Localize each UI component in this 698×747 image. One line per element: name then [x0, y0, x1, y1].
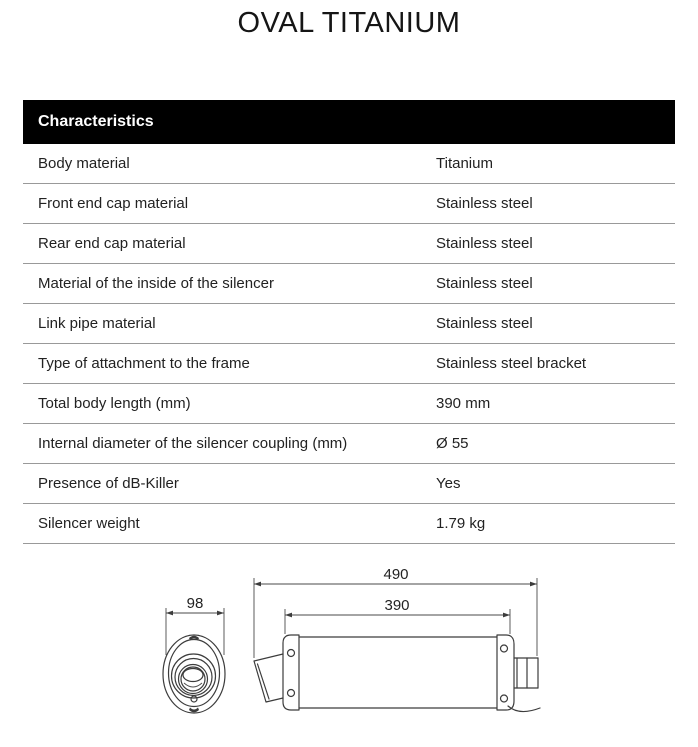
- row-value: Stainless steel bracket: [436, 355, 587, 372]
- overall-length-dim-label: 490: [383, 566, 409, 583]
- row-label: Type of attachment to the frame: [38, 355, 250, 372]
- front-width-dim-label: 98: [186, 595, 204, 612]
- characteristics-table: [23, 100, 675, 544]
- bottom-tab: [189, 708, 199, 713]
- dimension-390: [285, 597, 510, 634]
- row-label: Internal diameter of the silencer coupling (mm): [38, 435, 348, 452]
- table-row: [23, 464, 675, 504]
- side-view: [254, 566, 540, 712]
- row-value: 390 mm: [436, 395, 491, 412]
- table-header: Characteristics: [23, 100, 675, 144]
- row-value: 1.79 kg: [436, 515, 486, 532]
- front-view: [163, 595, 225, 713]
- rear-end-cap: [497, 635, 514, 710]
- inlet-pipe: [254, 654, 283, 702]
- silencer-dimension-drawing: [0, 548, 698, 747]
- front-end-cap: [283, 635, 299, 710]
- row-label: Presence of dB-Killer: [38, 475, 179, 492]
- outlet-sleeve: [514, 658, 538, 688]
- table-row: [23, 264, 675, 304]
- row-label: Material of the inside of the silencer: [38, 275, 274, 292]
- row-label: Link pipe material: [38, 315, 156, 332]
- table-row: [23, 304, 675, 344]
- row-value: Stainless steel: [436, 235, 533, 252]
- table-row: [23, 424, 675, 464]
- row-label: Silencer weight: [38, 515, 140, 532]
- row-label: Body material: [38, 155, 130, 172]
- row-value: Yes: [436, 475, 461, 492]
- row-value: Stainless steel: [436, 195, 533, 212]
- table-row: [23, 224, 675, 264]
- row-value: Titanium: [436, 155, 493, 172]
- technical-drawing: [0, 548, 698, 747]
- body-length-dim-label: 390: [384, 597, 410, 614]
- table-row: [23, 504, 675, 544]
- table-row: [23, 144, 675, 184]
- table-row: [23, 384, 675, 424]
- row-label: Rear end cap material: [38, 235, 186, 252]
- table-row: [23, 184, 675, 224]
- row-value: Stainless steel: [436, 315, 533, 332]
- row-label: Front end cap material: [38, 195, 189, 212]
- row-label: Total body length (mm): [38, 395, 191, 412]
- row-value: Ø 55: [436, 435, 469, 452]
- page-title: OVAL TITANIUM: [237, 7, 461, 39]
- row-value: Stainless steel: [436, 275, 533, 292]
- table-row: [23, 344, 675, 384]
